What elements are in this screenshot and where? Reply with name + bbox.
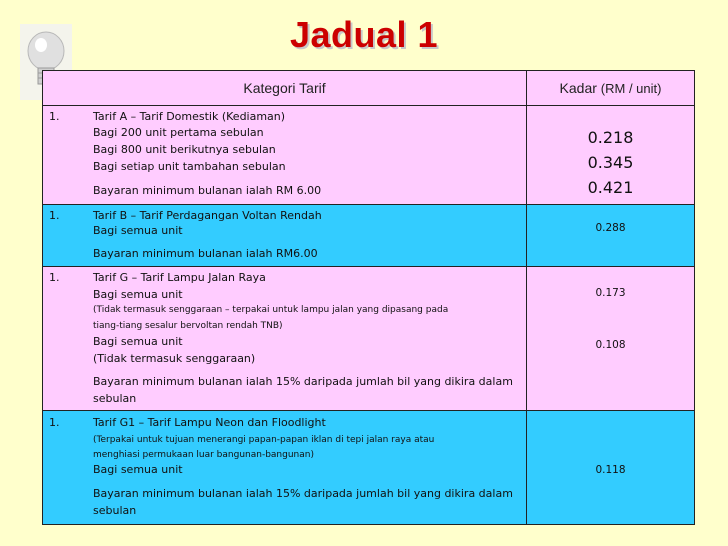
- rate-value: 0.108: [595, 339, 626, 351]
- header-kategori: Kategori Tarif: [43, 71, 527, 106]
- tariff-line: (Tidak termasuk senggaraan): [93, 352, 256, 365]
- tariff-line: Bagi setiap unit tambahan sebulan: [93, 160, 286, 173]
- header-kadar: Kadar (RM / unit): [527, 71, 695, 106]
- tariff-name: Tarif G1 – Tarif Lampu Neon dan Floodlight: [93, 416, 326, 429]
- rate-value: 0.218: [587, 128, 634, 147]
- tariff-minimum: Bayaran minimum bulanan ialah RM6.00: [93, 247, 318, 260]
- rate-value: 0.173: [595, 287, 626, 299]
- rate-value: 0.118: [595, 464, 626, 476]
- table-row: [43, 411, 695, 525]
- table-row: [43, 106, 695, 205]
- tariff-note: (Terpakai untuk tujuan menerangi papan-papan iklan di tepi jalan raya atau: [93, 435, 435, 445]
- tariff-name: Tarif A – Tarif Domestik (Kediaman): [93, 110, 286, 123]
- row-number: 1.: [49, 110, 60, 123]
- tariff-name: Tarif B – Tarif Perdagangan Voltan Rendah: [93, 209, 322, 222]
- row-number: 1.: [49, 271, 60, 284]
- tariff-line: Bagi semua unit: [93, 224, 183, 237]
- tariff-line: Bagi 800 unit berikutnya sebulan: [93, 143, 276, 156]
- page-title: Jadual 1: [289, 14, 439, 55]
- tariff-note: (Tidak termasuk senggaraan – terpakai untuk lampu jalan yang dipasang pada: [93, 305, 449, 315]
- tariff-minimum: sebulan: [93, 504, 137, 517]
- row-number: 1.: [49, 416, 60, 429]
- tariff-minimum: Bayaran minimum bulanan ialah 15% daripada jumlah bil yang dikira dalam: [93, 487, 513, 500]
- rate-value: 0.421: [587, 178, 634, 197]
- tariff-note: menghiasi permukaan luar bangunan-bangunan): [93, 450, 314, 460]
- table-row: [43, 205, 695, 267]
- tariff-minimum: sebulan: [93, 392, 137, 405]
- tariff-line: Bagi semua unit: [93, 463, 183, 476]
- rate-value: 0.288: [595, 222, 626, 234]
- tariff-note: tiang-tiang sesalur bervoltan rendah TNB): [93, 321, 283, 331]
- rate-value: 0.345: [587, 153, 634, 172]
- table-row: [43, 267, 695, 411]
- tariff-minimum: Bayaran minimum bulanan ialah 15% daripada jumlah bil yang dikira dalam: [93, 375, 513, 388]
- tariff-line: Bagi semua unit: [93, 288, 183, 301]
- tariff-name: Tarif G – Tarif Lampu Jalan Raya: [93, 271, 266, 284]
- tariff-minimum: Bayaran minimum bulanan ialah RM 6.00: [93, 184, 322, 197]
- tariff-table: [42, 70, 695, 525]
- tariff-line: Bagi semua unit: [93, 335, 183, 348]
- tariff-line: Bagi 200 unit pertama sebulan: [93, 126, 264, 139]
- row-number: 1.: [49, 209, 60, 222]
